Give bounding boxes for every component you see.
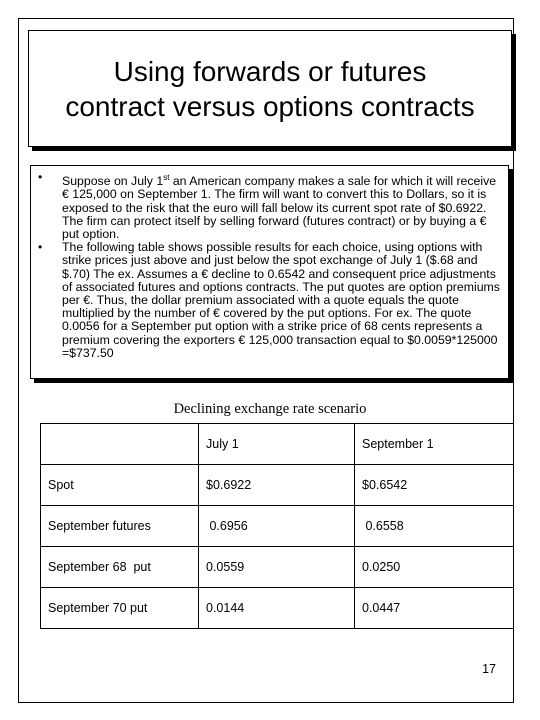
table-cell: 0.0144 — [199, 588, 355, 629]
table-header-cell: July 1 — [199, 424, 355, 465]
table-cell: 0.0250 — [355, 547, 514, 588]
bullet-1-post: an American company makes a sale for which it will receive € 125,000 on September 1. The firm will want to convert this to Dollars, so it is exposed to the risk that the euro will fall below its current spot rate of $0.6922. The firm can protect itself by selling forward (futures contract) or by buying a € put option. — [62, 174, 497, 241]
title-line-1: Using forwards or futures — [113, 55, 427, 87]
bullet-1-pre: Suppose on July 1 — [62, 174, 164, 189]
table-caption: Declining exchange rate scenario — [173, 401, 367, 417]
table-header-cell — [41, 424, 199, 465]
table-cell: September 68 put — [41, 547, 199, 588]
table-cell: 0.6956 — [199, 506, 355, 547]
table-cell: $0.6542 — [355, 465, 514, 506]
table-header-cell: September 1 — [355, 424, 514, 465]
title-line-2: contract versus options contracts — [65, 90, 475, 122]
table-header-row — [41, 424, 514, 465]
bullet-2-text: The following table shows possible results for each choice, using options with strike prices just above and just below the spot exchange of July 1 ($.68 and $.70) The ex. Assumes a € decline to 0.6542 and consequent price adjustments of associated futures and options contracts. The put quotes are option premiums per €. Thus, the dollar premium associated with a quote equals the quote multiplied by the number of € covered by the put options. For ex. The quote 0.0056 for a September put option with a strike price of 68 cents represents a premium covering the exporters € 125,000 transaction equal to $0.0059*125000 =$737.50 — [62, 240, 500, 360]
page-title — [65, 54, 474, 124]
title-box — [28, 30, 512, 147]
results-table — [40, 423, 514, 629]
body-text-box — [30, 165, 509, 379]
table-row — [41, 506, 514, 547]
page-number: 17 — [482, 662, 496, 676]
table-cell: Spot — [41, 465, 199, 506]
table-cell: September 70 put — [41, 588, 199, 629]
bullet-item-1 — [31, 171, 500, 241]
table-cell: $0.6922 — [199, 465, 355, 506]
table-cell: 0.6558 — [355, 506, 514, 547]
bullet-1-superscript: st — [163, 173, 170, 182]
bullet-icon: • — [38, 170, 43, 184]
bullet-list — [31, 166, 508, 360]
table-cell: September futures — [41, 506, 199, 547]
table-row — [41, 588, 514, 629]
bullet-icon: • — [38, 240, 43, 255]
table-cell: 0.0559 — [199, 547, 355, 588]
table-row — [41, 465, 514, 506]
bullet-item-2 — [31, 241, 500, 360]
table-cell: 0.0447 — [355, 588, 514, 629]
table-row — [41, 547, 514, 588]
